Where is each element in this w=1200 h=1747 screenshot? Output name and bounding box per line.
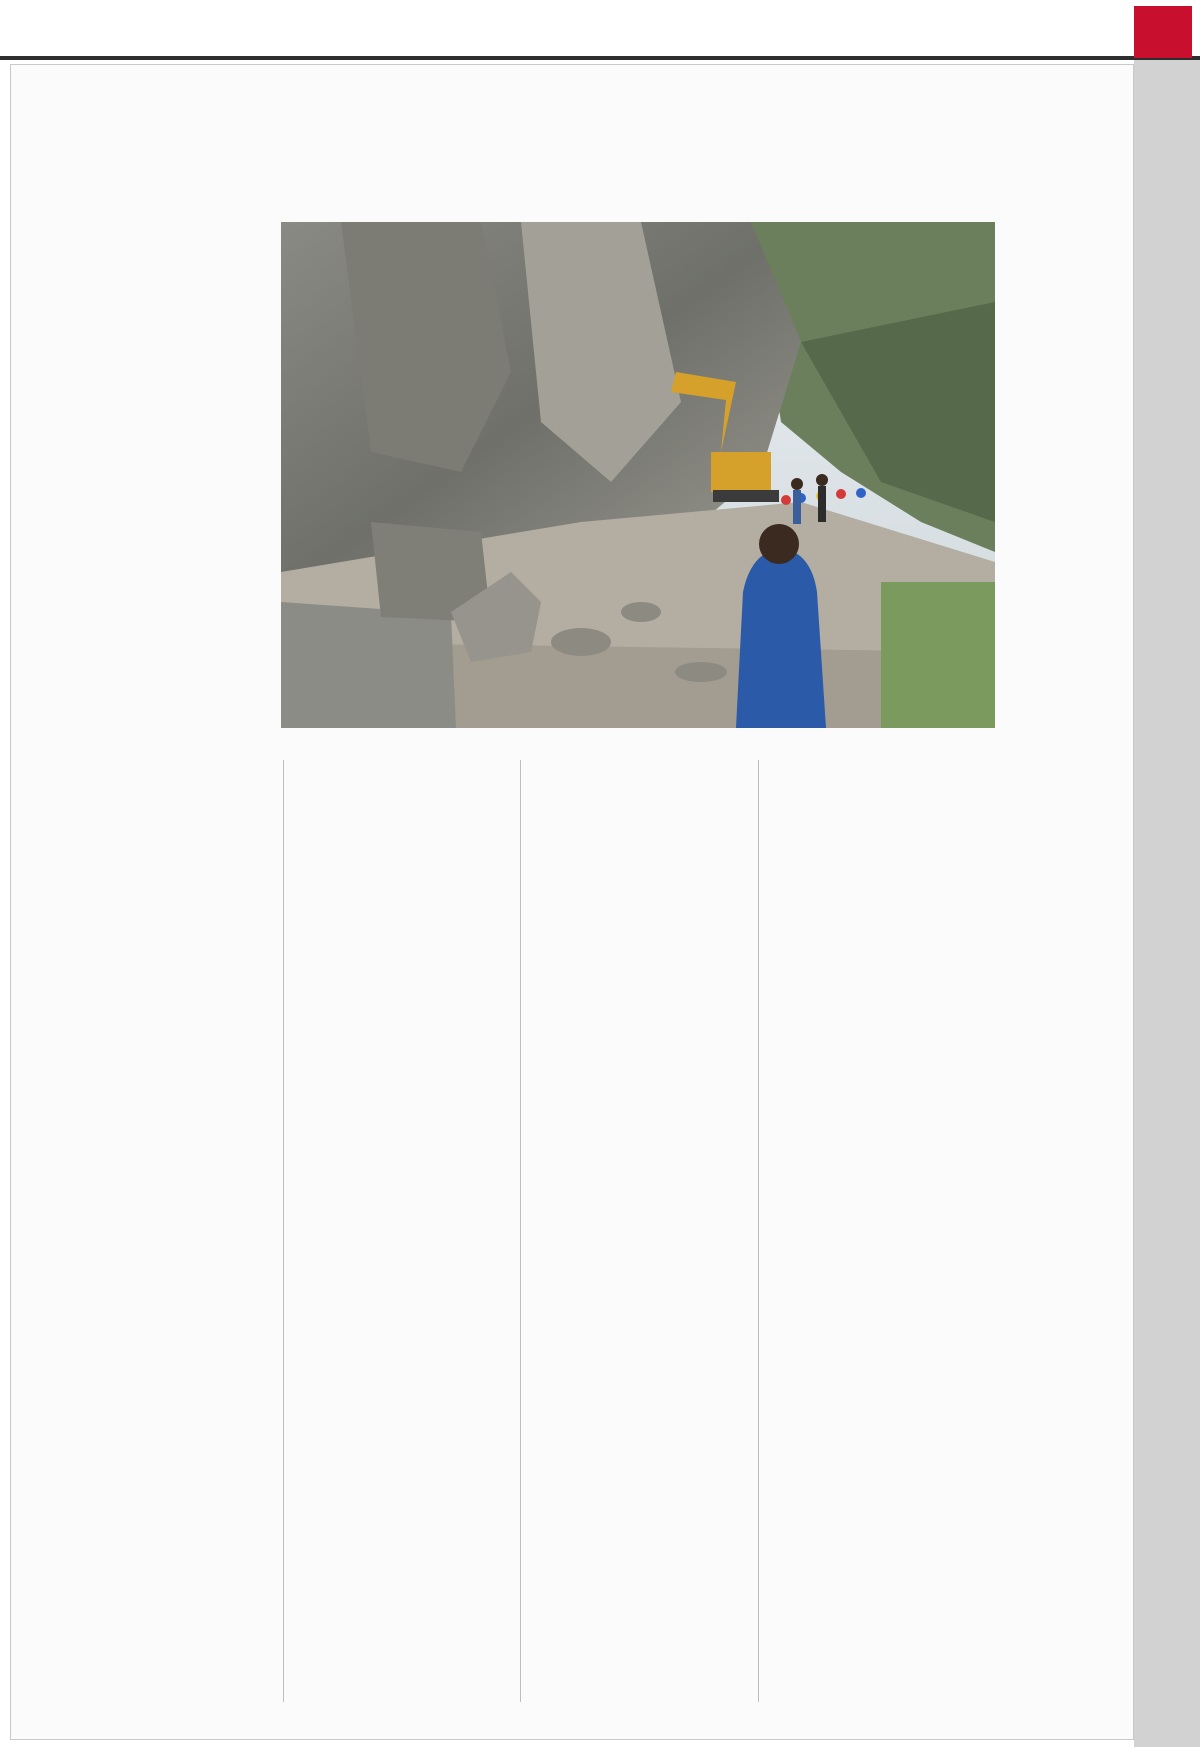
article-column-5 <box>766 760 988 1702</box>
article-column-4 <box>528 760 750 1702</box>
road-clearing-photo <box>281 222 995 728</box>
header-rule <box>0 56 1200 60</box>
column-divider <box>758 760 759 1702</box>
cover-feature-tab <box>1134 6 1192 58</box>
article-column-3 <box>290 760 512 1702</box>
column-divider <box>283 760 284 1702</box>
column-divider <box>520 760 521 1702</box>
page-edge <box>1134 60 1200 1747</box>
article-column-2 <box>54 760 276 1702</box>
